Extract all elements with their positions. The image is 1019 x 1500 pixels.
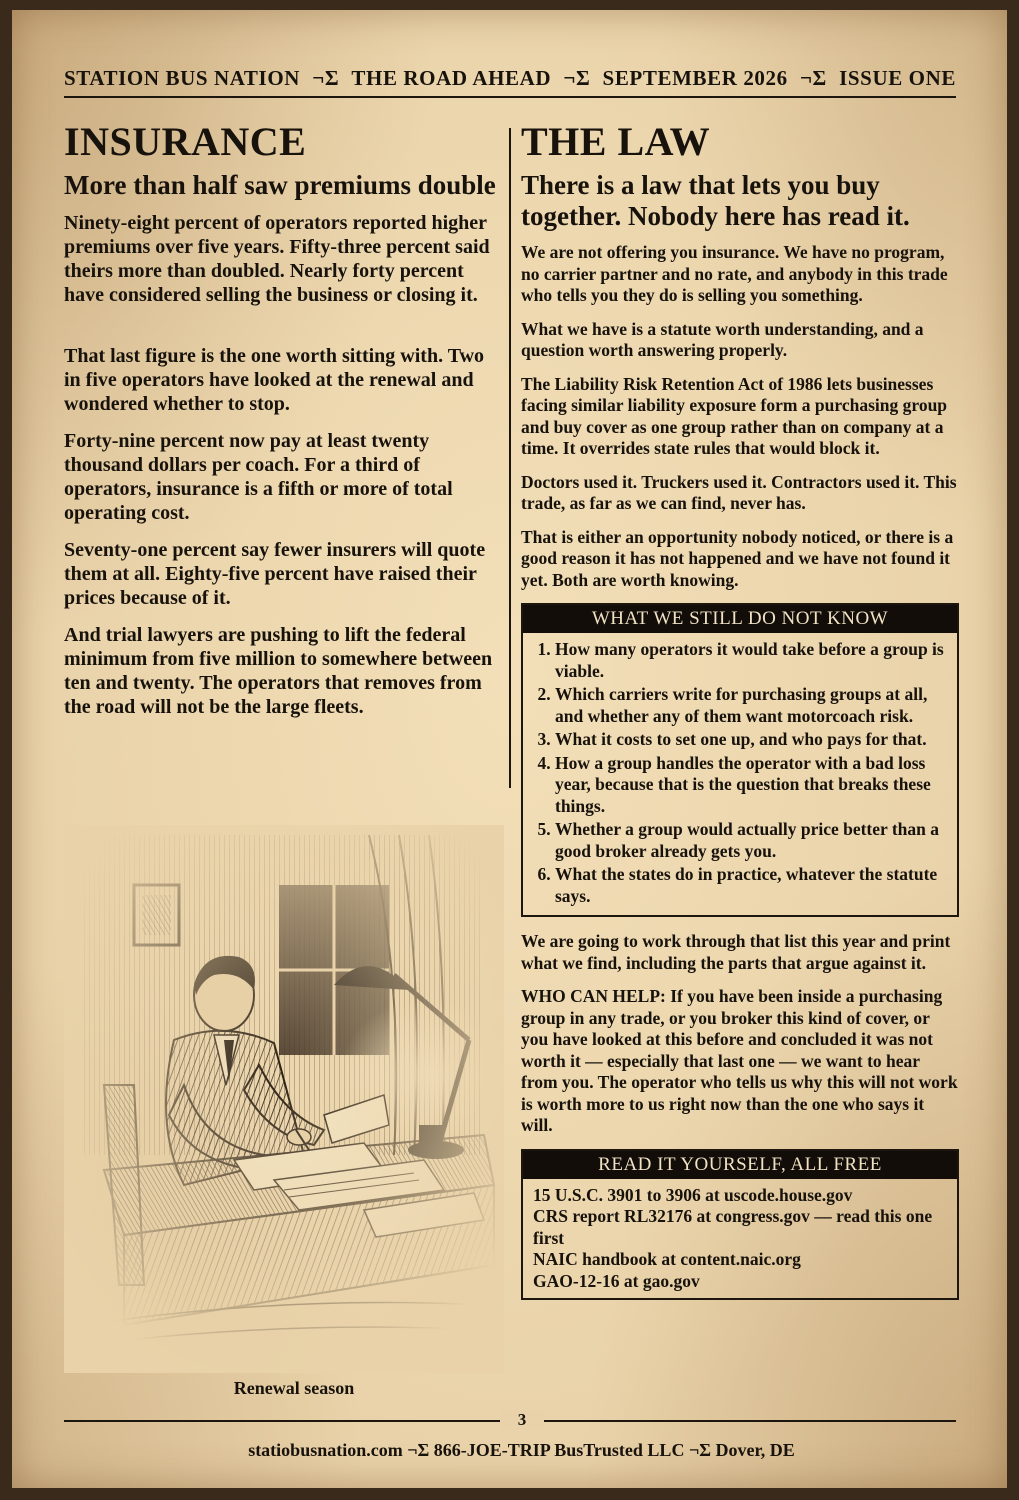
section-heading-insurance: INSURANCE (64, 119, 307, 164)
section-heading-law: THE LAW (521, 119, 711, 164)
law-paragraph: What we have is a statute worth understanding, and a question worth answering properly. (521, 318, 924, 360)
law-paragraph: The Liability Risk Retention Act of 1986 lets businesses facing similar liability exposure form a purchasing group and buy cover as one group rather than on company at a time. It overrides state rules that would block it. (521, 373, 948, 458)
insurance-paragraph: Forty-nine percent now pay at least twenty thousand dollars per coach. For a third of operators, insurance is a fifth or more of total operating cost. (64, 430, 453, 524)
masthead-separator: ¬Σ (799, 66, 827, 90)
insurance-paragraph: And trial lawyers are pushing to lift the federal minimum from five million to somewhere between ten and twenty. The operators that removes from the road will not be the large fleets. (64, 624, 493, 718)
newspaper-page (12, 10, 1007, 1488)
unknowns-list (523, 639, 949, 907)
insurance-paragraph: That last figure is the one worth sitting with. Two in five operators have looked at the renewal and wondered whether to stop. (64, 345, 485, 415)
law-paragraph: Doctors used it. Truckers used it. Contractors used it. This trade, as far as we can find, never has. (521, 471, 957, 513)
sources-box (521, 1149, 959, 1301)
masthead (64, 66, 956, 91)
list-item: 5. Whether a group would actually price better than a good broker already gets you. (555, 819, 949, 862)
source-item: NAIC handbook at content.naic.org (533, 1249, 801, 1269)
sources-box-title: READ IT YOURSELF, ALL FREE (523, 1151, 957, 1179)
masthead-separator: ¬Σ (312, 66, 340, 90)
masthead-publication: STATION BUS NATION (64, 66, 301, 90)
man-at-desk-illustration (64, 825, 504, 1373)
source-item: 15 U.S.C. 3901 to 3906 at uscode.house.gov (533, 1184, 853, 1205)
unknowns-box (521, 603, 959, 917)
law-column (521, 120, 959, 1314)
law-paragraph: We are not offering you insurance. We have no program, no carrier partner and no rate, and anybody in this trade who tells you they do is selling you something. (521, 242, 948, 305)
list-item: 2. Which carriers write for purchasing groups at all, and whether any of them want motorcoach risk. (555, 684, 949, 727)
source-item: GAO-12-16 at gao.gov (533, 1270, 700, 1291)
insurance-paragraph: Seventy-one percent say fewer insurers will quote them at all. Eighty-five percent have raised their prices because of it. (64, 539, 486, 609)
law-paragraph: That is either an opportunity nobody noticed, or there is a good reason it has not happened and we have not found it yet. Both are worth knowing. (521, 526, 954, 590)
who-can-help-paragraph: WHO CAN HELP: If you have been inside a purchasing group in any trade, or you broker this kind of cover, or you have looked at this before and concluded it was not worth it — especially that last one — we want to hear from you. The operator who tells us why this will not work is worth more to us right now than the one who says it will. (521, 986, 958, 1135)
insurance-column (64, 120, 504, 732)
masthead-date: SEPTEMBER 2026 (602, 66, 788, 90)
masthead-issue: ISSUE ONE (839, 66, 956, 90)
insurance-deck: More than half saw premiums double (64, 170, 496, 200)
law-deck: There is a law that lets you buy together. Nobody here has read it. (521, 170, 910, 231)
list-item: 6. What the states do in practice, whatever the statute says. (555, 864, 949, 907)
source-item: CRS report RL32176 at congress.gov — read this one first (533, 1206, 933, 1248)
insurance-paragraph: Ninety-eight percent of operators reported higher premiums over five years. Fifty-three percent said theirs more than doubled. Nearly forty percent have considered selling the business or closing it. (64, 212, 490, 306)
column-divider (509, 128, 511, 788)
masthead-rule (64, 96, 956, 98)
unknowns-box-title: WHAT WE STILL DO NOT KNOW (523, 605, 957, 633)
illustration-caption: Renewal season (233, 1378, 355, 1398)
list-item: 3. What it costs to set one up, and who pays for that. (555, 729, 949, 751)
page-number: 3 (500, 1410, 544, 1430)
law-paragraph: We are going to work through that list this year and print what we find, including the parts that argue against it. (521, 931, 951, 973)
masthead-section: THE ROAD AHEAD (351, 66, 552, 90)
footer-contact: statiobusnation.com ¬Σ 866-JOE-TRIP BusTrusted LLC ¬Σ Dover, DE (248, 1440, 795, 1460)
masthead-separator: ¬Σ (563, 66, 591, 90)
sources-list (523, 1179, 957, 1299)
list-item: 1. How many operators it would take before a group is viable. (555, 639, 949, 682)
list-item: 4. How a group handles the operator with a bad loss year, because that is the question that breaks these things. (555, 753, 949, 818)
